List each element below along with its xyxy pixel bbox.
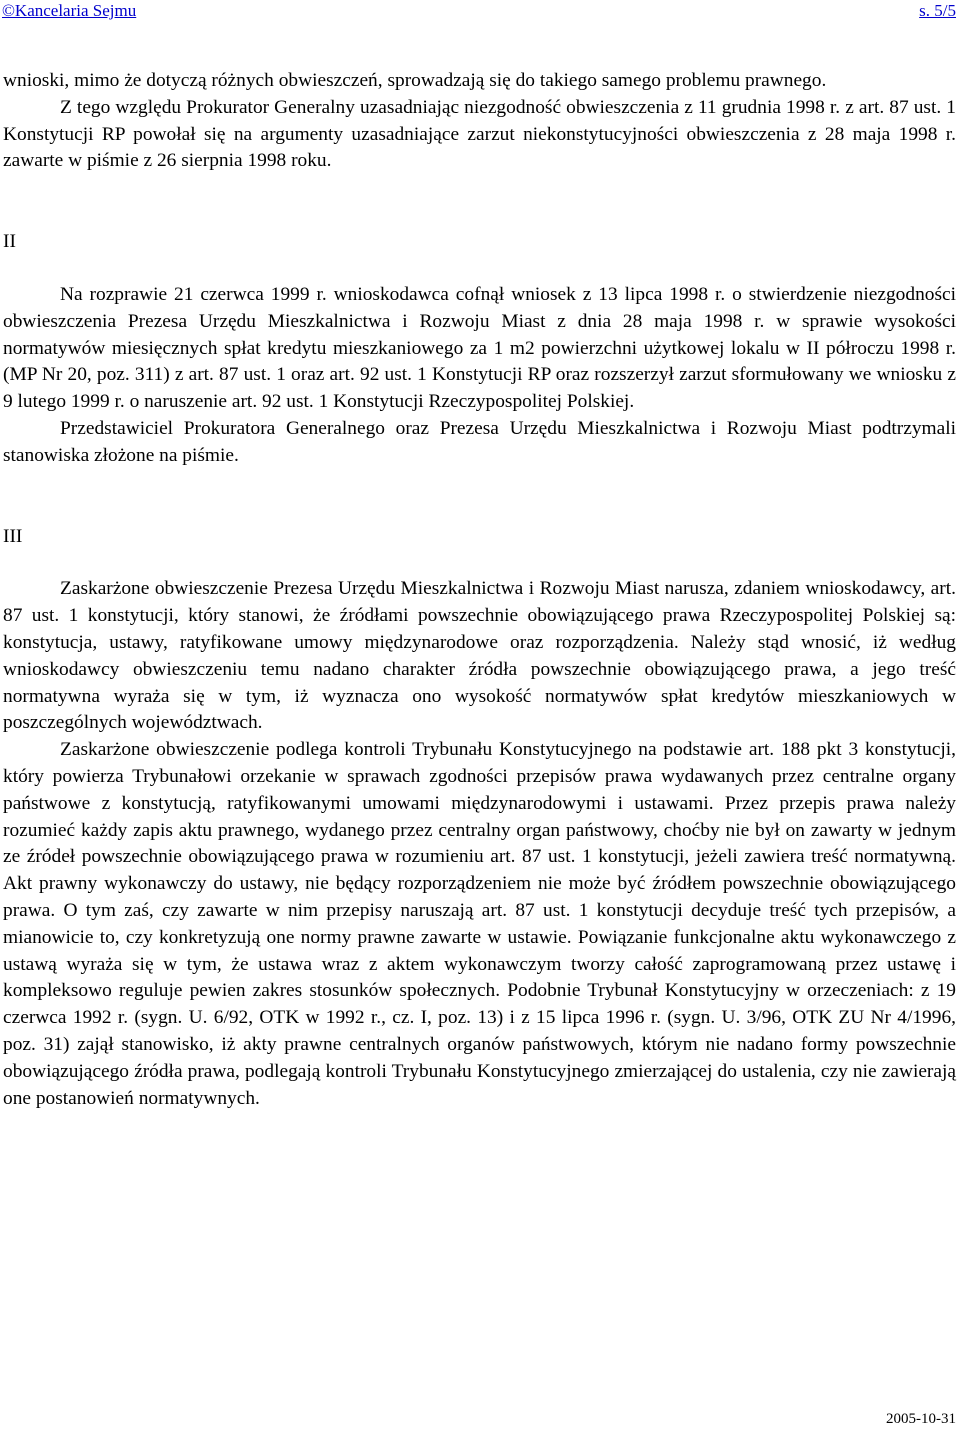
paragraph-representatives: Przedstawiciel Prokuratora Generalnego oraz Prezesa Urzędu Mieszkalnictwa i Rozwoju Miast podtrzymali stanowiska złożone na piśmie. [3, 417, 956, 466]
paragraph-prosecutor-arguments: Z tego względu Prokurator Generalny uzasadniając niezgodność obwieszczenia z 11 grudnia 1998 r. z art. 87 ust. 1 Konstytucji RP powołał się na argumenty uzasadniające zarzut niekonstytucyjności obwieszczenia z 28 maja 1998 r. zawarte w piśmie z 26 sierpnia 1998 roku. [3, 96, 956, 172]
document-body [3, 68, 956, 1112]
paragraph-continuation: wnioski, mimo że dotyczą różnych obwieszczeń, sprowadzają się do takiego samego problemu prawnego. [3, 70, 827, 91]
footer-date: 2005-10-31 [886, 1411, 956, 1427]
section-heading-ii: II [3, 231, 16, 253]
paragraph-tribunal-review: Zaskarżone obwieszczenie podlega kontroli Trybunału Konstytucyjnego na podstawie art. 188 pkt 3 konstytucji, który powierza Trybunałowi orzekanie w sprawach zgodności przepisów prawa wydawanych przez centralne organy państwowe z konstytucją, ratyfikowanymi umowami międzynarodowymi i ustawami. Przez przepis prawa należy rozumieć każdy zapis aktu prawnego, wydanego przez centralny organ państwowy, choćby nie był on zawarty w jednym ze źródeł powszechnie obowiązującego prawa w rozumieniu art. 87 ust. 1 konstytucji, jeżeli zawiera treść normatywną. Akt prawny wykonawczy do ustawy, nie będący rozporządzeniem nie może być źródłem powszechnie obowiązującego prawa. O tym zaś, czy zawarte w nim przepisy naruszają art. 87 ust. 1 konstytucji decyduje treść tych przepisów, a mianowicie to, czy konkretyzują one normy prawne zawarte w ustawie. Powiązanie funkcjonalne aktu wykonawczego z ustawą wyraża się w tym, że ustawa wraz z aktem wykonawczym tworzy całość zaprogramowaną przez ustawę i kompleksowo reguluje pewien zakres stosunków społecznych. Podobnie Trybunał Konstytucyjny w orzeczeniach: z 19 czerwca 1992 r. (sygn. U. 6/92, OTK w 1992 r., cz. I, poz. 13) i z 15 lipca 1996 r. (sygn. U. 3/96, OTK ZU Nr 4/1996, poz. 31) zajął stanowisko, iż akty prawne centralnych organów państwowych, którym nie nadano formy powszechnie obowiązującego źródła prawa, podlegają kontroli Trybunału Konstytucyjnego zmierzającej do ustalenia, czy nie zawierają one postanowień normatywnych. [3, 739, 956, 1109]
page-number-link[interactable]: s. 5/5 [919, 1, 956, 20]
copyright-link[interactable]: ©Kancelaria Sejmu [2, 1, 137, 20]
section-heading-iii: III [3, 525, 23, 547]
paragraph-hearing: Na rozprawie 21 czerwca 1999 r. wnioskodawca cofnął wniosek z 13 lipca 1998 r. o stwierdzenie niezgodności obwieszczenia Prezesa Urzędu Mieszkalnictwa i Rozwoju Miast z dnia 28 maja 1998 r. w sprawie wysokości normatywów miesięcznych spłat kredytu mieszkaniowego za 1 m2 powierzchni użytkowej lokalu w II półroczu 1998 r. (MP Nr 20, poz. 311) z art. 87 ust. 1 oraz art. 92 ust. 1 Konstytucji RP oraz rozszerzył zarzut sformułowany we wniosku z 9 lutego 1999 r. o naruszenie art. 92 ust. 1 Konstytucji Rzeczypospolitej Polskiej. [3, 283, 956, 413]
page-header [0, 0, 960, 22]
paragraph-challenged-notice: Zaskarżone obwieszczenie Prezesa Urzędu Mieszkalnictwa i Rozwoju Miast narusza, zdaniem wnioskodawcy, art. 87 ust. 1 konstytucji, który stanowi, że źródłami powszechnie obowiązującego prawa Rzeczypospolitej Polskiej są: konstytucja, ustawy, ratyfikowane umowy międzynarodowe oraz rozporządzenia. Należy stąd wnosić, iż według wnioskodawcy obwieszczeniu temu nadano charakter źródła powszechnie obowiązującego prawa, a jego treść normatywna wyraża się w tym, iż wyznacza ono wysokość normatywów spłat kredytów mieszkaniowych w poszczególnych województwach. [3, 578, 956, 734]
